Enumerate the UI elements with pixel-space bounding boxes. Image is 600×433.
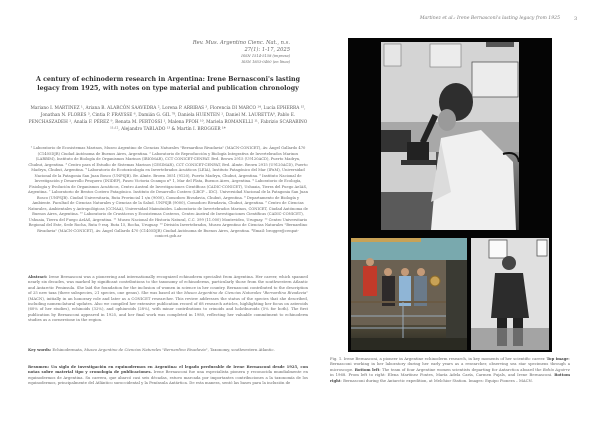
- station-illustration: [471, 238, 549, 350]
- laboratory-illustration: [381, 42, 519, 230]
- keywords-label: Key words:: [28, 347, 52, 352]
- issn-online: ISSN 1853-0400 (en línea): [241, 59, 290, 64]
- article-title: A century of echinoderm research in Argentina: Irene Bernasconi's lasting legacy from 1925, with notes on type material and publication chronology: [36, 76, 300, 92]
- abstract-text-2: (MACN), initially in an honorary role and later as a CONICET researcher. This review addresses the status of the species that she described, including nomenclatural updates. Also we compiled her extensive publication record of 68 research articles, highlighting her focus on asteroids (60% of her studies), echinoids (32%), and ophiuroids (28%), with minor contributions to crinoids and holothuroids (5% for both). The first publication by Bernasconi appeared in 1925, and her final work was completed in 1980, reflecting her valuable commitment to echinoderm studies as a cornerstone in the region.: [28, 295, 308, 323]
- figure-caption: [330, 356, 570, 383]
- page-number: 3: [574, 16, 578, 22]
- journal-info: [150, 40, 290, 65]
- caption-bottom-right-label: Bottom right: [330, 372, 570, 383]
- figure-1: [348, 38, 552, 352]
- caption-bottom-left-text-2: in 1968. From left to right: Elena Martínez Fontes, María Adela Caría, Carmen Pujals, and Irene Bernasconi.: [330, 372, 555, 378]
- caption-top-label: Top image: [546, 356, 569, 361]
- photo-antarctic-team-ship: [351, 238, 467, 350]
- resumen-text: Irene Bernasconi fue una especialista pionera y reconocida mundialmente en equinodermos de Argentina. Su carrera, que abarcó casi seis décadas, estuvo marcada por importantes contribuciones a la taxonomía de los equinodermos, principalmente del Atlántico suroccidental y la Península Antártica. De esta manera, sentó las bases para la inclusión de: [28, 369, 308, 386]
- keywords: [28, 347, 308, 352]
- caption-bottom-left-label: Bottom left: [354, 366, 380, 372]
- journal-name: Rev. Mus. Argentino Cienc. Nat., n.s.: [192, 40, 290, 46]
- keywords-museum: Museo Argentino de Ciencias Naturales "Bernardino Rivadavia": [84, 347, 208, 352]
- resumen: [28, 364, 308, 386]
- abstract-museum: Museo Argentino de Ciencias Naturales "Bernardino Rivadavia": [183, 290, 308, 296]
- abstract-text-1: Irene Bernasconi was a pioneering and internationally recognized echinoderm specialist from Argentina. Her career, which spanned nearly six decades, was marked by significant contributions to the taxonomy of echinoderms, particularly those from the southwestern Atlantic and Antarctic Peninsula. She laid the foundation for the inclusion of women in science in her country. Bernasconi contributed to the description of 25 new taxa (three subspecies, 21 species, one genus). She was based at the: [28, 274, 308, 296]
- photo-melchior-station: [471, 238, 549, 350]
- caption-ship-name: Bahía Aguirre: [542, 366, 570, 372]
- issn-print: ISSN 1514-5158 (impresa): [241, 54, 290, 58]
- abstract-label: Abstract:: [28, 274, 48, 279]
- keywords-text-2: , Taxonomy, southwestern Atlantic.: [207, 347, 275, 352]
- ship-deck-illustration: [351, 238, 467, 350]
- caption-bottom-left-text-1: : The team of four Argentine women scientists departing for Antarctica aboard the: [379, 366, 543, 372]
- abstract: [28, 274, 308, 323]
- running-head: Martinez et al.: Irene Bernasconi's lasting legacy from 1925: [419, 16, 560, 21]
- caption-top-text: : Bernasconi working in her laboratory during her early years as a researcher, observing sea star specimens through a microscope.: [330, 356, 570, 372]
- journal-volume: 27(1): 1-17, 2025: [244, 47, 290, 53]
- caption-bottom-right-text: : Bernasconi during the Antarctic expedition, at Melchior Station. Images: Equipo Pionera – MACN.: [340, 377, 533, 383]
- caption-intro: Fig. 1. Irene Bernasconi, a pioneer in Argentine echinoderm research, in key moments of her scientific career.: [330, 356, 547, 361]
- affiliations: ¹ Laboratorio de Ecosistemas Marinos, Museo Argentino de Ciencias Naturales "Bernardino Rivadavia" (MACN-CONICET), Av. Ángel Gallardo 470 (C1405DJR) Ciudad Autónoma de Buenos Aires, Argentina. ² Laboratorio de Reproducción y Biología Integrativa de Invertebrados Marinos (LARBIM), Instituto de Biología de Organismos Marinos (IBIOMAR), CCT CONICET-CENPAT. Bvd. Brown 2915 (U9120ACD), Puerto Madryn, Chubut, Argentina. ³ Centro para el Estudio de Sistemas Marinos (CESIMAR), CCT CONICET-CENPAT, Bvd. Almte. Brown 2915 (U9120ACD), Puerto Madryn, Chubut, Argentina. ⁴ Laboratorio de Ecotoxicología en Invertebrados Acuáticos (LEIA), Instituto Patagónico del Mar (IPaM), Universidad Nacional de la Patagonia San Juan Bosco (UNPSJB). Bv. Almte. Brown 3051 (9120), Puerto Madryn, Chubut, Argentina. ⁵ Instituto Nacional de Investigación y Desarrollo Pesquero (INIDEP), Paseo Victoria Ocampo nº 1, Mar del Plata, Buenos Aires, Argentina. ⁶ Laboratorio de Ecología, Fisiología y Evolución de Organismos Acuáticos, Centro Austral de Investigaciones Científicas (CADIC-CONICET), Ushuaia, Tierra del Fuego AeIAS, Argentina. ⁷ Laboratorio de Bentos Costero Patagónico. Instituto de Desarrollo Costero (LBCP – IDC). Universidad Nacional de la Patagonia San Juan Bosco (UNPSJB). Ciudad Universitaria, Ruta Provincial 1 s/n (9000), Comodoro Rivadavia, Chubut, Argentina. ⁸ Departamento de Biología y Ambiente. Facultad de Ciencias Naturales y Ciencias de la Salud. UNPSJB (9000), Comodoro Rivadavia, Chubut, Argentina. ⁹ Centro de Ciencias Naturales, Ambientales y Antropológicas (CCNAA), Universidad Maimónides. Laboratorio de Invertebrados Marinos, CONICET, Ciudad Autónoma de Buenos Aires, Argentina. ¹⁰ Laboratorio de Crustáceos y Ecosistemas Costeros, Centro Austral de Investigaciones Científicas (CADIC-CONICET), Ushuaia, Tierra del Fuego AeIAS, Argentina. ¹¹ Museo Nacional de Historia Natural, C.C. 399 (11.000) Montevideo, Uruguay. ¹² Centro Universitario Regional del Este, Sede Rocha, Ruta 9 esq. Ruta 15, Rocha, Uruguay. ¹³ División Invertebrados, Museo Argentino de Ciencias Naturales "Bernardino Rivadavia" (MACN-CONICET), Av. Ángel Gallardo 470 (C1405DJR) Ciudad Autónoma de Buenos Aires, Argentina. *Email: brogger@cenpat-conicet.gob.ar: [28, 146, 309, 238]
- photo-laboratory-microscope: [381, 42, 519, 230]
- resumen-label: Resumen: Un siglo de investigación en equinodermos en Argentina: el legado perdurable de Irene Bernasconi desde 1925, con notas sobre material tipo y cronología de publicaciones.: [28, 364, 308, 375]
- keywords-text-1: Echinodermata,: [51, 347, 85, 352]
- author-list: Mariano I. MARTINEZ ¹, Ariana B. ALARCÓN SAAVEDRA ², Lorena P. ARRIBAS ³, Florencia DI MARCO ¹⁴, Lucía EPHERRA ¹⁵, Jonathan N. FLORES ³, Cintia P. FRAYSSE ⁶, Damián G. GIL ⁷⁸, Daniela HUENTEN ¹, Daniel M. LAURETTA⁹, Pablo E. PENCHASZADEH ¹, Analía F. PÉREZ ⁹, Renata M. PERTOSSI ¹, Malena PFOH ¹⁰, Mariela ROMANELLI ¹¹, Fabrizio SCARABINO ¹¹˒¹², Alejandro TABLADO ¹³ & Martín I. BROGGER ¹*: [28, 106, 308, 132]
